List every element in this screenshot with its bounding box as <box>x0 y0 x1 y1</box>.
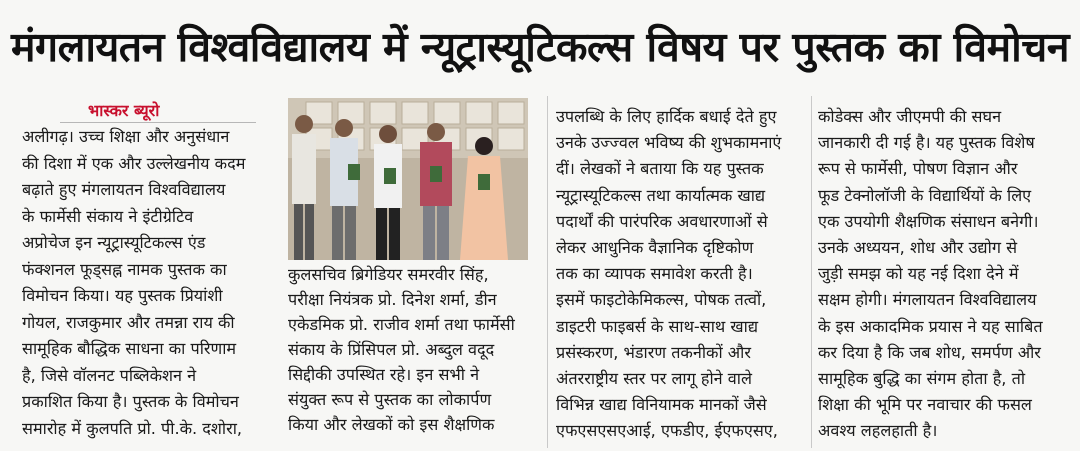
article-text-line: उपलब्धि के लिए हार्दिक बधाई देते हुए <box>556 107 777 126</box>
article-text-line: डाइटरी फाइबर्स के साथ-साथ खाद्य <box>556 316 759 336</box>
article-text-line: लेकर आधुनिक वैज्ञानिक दृष्टिकोण <box>556 238 754 258</box>
article-text-line: न्यूट्रास्यूटिकल्स तथा कार्यात्मक खाद्य <box>556 185 766 205</box>
article-text-line: जुड़ी समझ को यह नई दिशा देने में <box>818 264 1019 284</box>
article-text-line: पदार्थों की पारंपरिक अवधारणाओं से <box>556 211 768 231</box>
article-text-line: विमोचन किया। यह पुस्तक प्रियांशी <box>22 286 223 305</box>
article-text-line: की दिशा में एक और उल्लेखनीय कदम <box>22 153 246 173</box>
book-launch-photo <box>288 98 528 260</box>
article-text-line: कोडेक्स और जीएमपी की सघन <box>818 107 1002 126</box>
article-text-line: अंतरराष्ट्रीय स्तर पर लागू होने वाले <box>556 369 752 389</box>
article-text-line: कुलसचिव ब्रिगेडियर समरवीर सिंह, <box>288 265 489 284</box>
article-text-line: एफएसएसएआई, एफडीए, ईएफएसए, <box>556 421 778 441</box>
article-text-line: सिद्दीकी उपस्थित रहे। इन सभी ने <box>288 365 480 384</box>
article-column-4 <box>818 104 1068 445</box>
article-column-2 <box>288 262 540 437</box>
article-headline: मंगलायतन विश्वविद्यालय में न्यूट्रास्यूटिकल्स विषय पर पुस्तक का विमोचन <box>10 23 1070 71</box>
article-text-line: अप्रोचेज इन न्यूट्रास्यूटिकल्स एंड <box>22 233 206 252</box>
article-text-line: एक उपयोगी शैक्षणिक संसाधन बनेगी। <box>818 211 1039 231</box>
article-text-line: प्रकाशित किया है। पुस्तक के विमोचन <box>22 392 239 411</box>
article-text-line: बढ़ाते हुए मंगलायतन विश्वविद्यालय <box>22 180 226 199</box>
article-text-line: संयुक्त रूप से पुस्तक का लोकार्पण <box>288 390 492 409</box>
article-text-line: कर दिया है कि जब शोध, समर्पण और <box>818 342 1041 362</box>
article-text-line: किया और लेखकों को इस शैक्षणिक <box>288 415 495 434</box>
article-text-line: उनके अध्ययन, शोध और उद्योग से <box>818 238 1018 258</box>
article-column-3 <box>556 104 804 445</box>
article-text-line: सामूहिक बौद्धिक साधना का परिणाम <box>22 339 237 358</box>
article-text-line: अवश्य लहलहाती है। <box>818 421 938 441</box>
article-text-line: है, जिसे वॉलनट पब्लिकेशन ने <box>22 365 197 385</box>
article-text-line: दीं। लेखकों ने बताया कि यह पुस्तक <box>556 159 764 179</box>
article-text-line: सक्षम होगी। मंगलायतन विश्वविद्यालय <box>818 290 1037 310</box>
article-text-line: फंक्शनल फूड्सह्न नामक पुस्तक का <box>22 259 227 279</box>
article-text-line: प्रसंस्करण, भंडारण तकनीकों और <box>556 342 751 362</box>
article-text-line: अलीगढ़। उच्च शिक्षा और अनुसंधान <box>22 127 230 146</box>
article-text-line: के इस अकादमिक प्रयास ने यह साबित <box>818 316 1043 336</box>
article-text-line: सामूहिक बुद्धि का संगम होता है, तो <box>818 369 1026 389</box>
byline-rule <box>60 122 256 123</box>
article-text-line: संकाय के प्रिंसिपल प्रो. अब्दुल वदूद <box>288 340 495 359</box>
article-text-line: के फार्मेसी संकाय ने इंटीग्रेटिव <box>22 206 194 226</box>
article-text-line: रूप से फार्मेसी, पोषण विज्ञान और <box>818 159 1018 179</box>
article-column-1 <box>22 124 284 442</box>
column-divider <box>547 96 548 448</box>
article-text-line: शिक्षा की भूमि पर नवाचार की फसल <box>818 395 1032 415</box>
article-text-line: फूड टेक्नोलॉजी के विद्यार्थियों के लिए <box>818 185 1032 205</box>
article-text-line: उनके उज्ज्वल भविष्य की शुभकामनाएं <box>556 133 782 153</box>
article-text-line: विभिन्न खाद्य विनियामक मानकों जैसे <box>556 395 767 415</box>
article-text-line: गोयल, राजकुमार और तमन्ना राय की <box>22 312 235 332</box>
article-byline: भास्कर ब्यूरो <box>88 101 160 120</box>
article-text-line: परीक्षा नियंत्रक प्रो. दिनेश शर्मा, डीन <box>288 290 497 309</box>
article-text-line: समारोह में कुलपति प्रो. पी.के. दशोरा, <box>22 418 243 438</box>
article-text-line: जानकारी दी गई है। यह पुस्तक विशेष <box>818 133 1035 153</box>
article-text-line: इसमें फाइटोकेमिकल्स, पोषक तत्वों, <box>556 290 767 310</box>
column-divider <box>811 96 812 448</box>
article-text-line: तक का व्यापक समावेश करती है। <box>556 264 753 284</box>
article-text-line: एकेडमिक प्रो. राजीव शर्मा तथा फार्मेसी <box>288 315 515 334</box>
